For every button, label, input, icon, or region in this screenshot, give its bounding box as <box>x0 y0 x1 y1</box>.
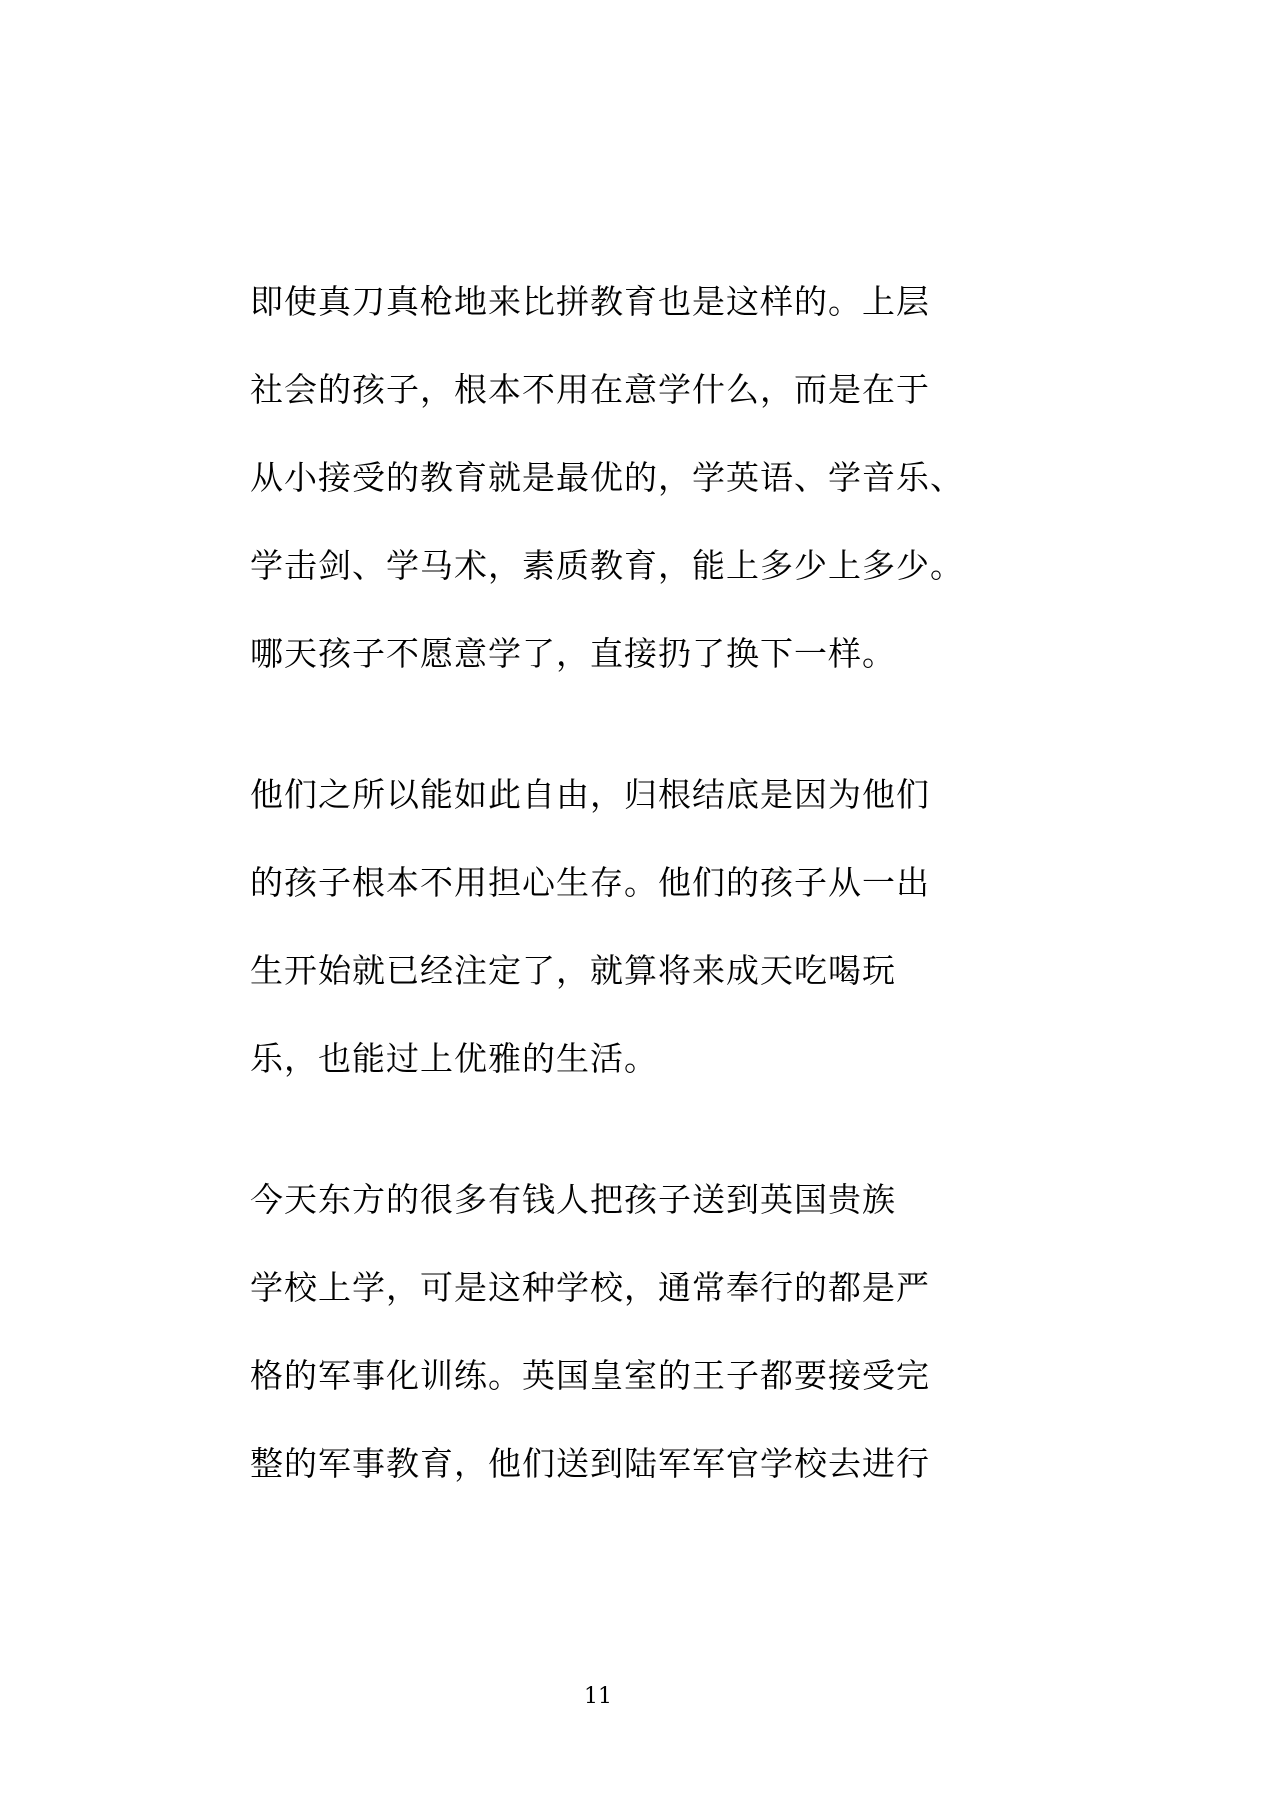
page-number: 11 <box>584 1684 612 1709</box>
paragraph-1-line-1: 即使真刀真枪地来比拼教育也是这样的。上层 <box>250 282 930 321</box>
paragraph-3-line-1: 今天东方的很多有钱人把孩子送到英国贵族 <box>250 1180 896 1219</box>
paragraph-2-line-1: 他们之所以能如此自由，归根结底是因为他们 <box>250 775 930 814</box>
paragraph-3-line-4: 整的军事教育，他们送到陆军军官学校去进行 <box>250 1444 930 1483</box>
paragraph-2-line-2: 的孩子根本不用担心生存。他们的孩子从一出 <box>250 863 930 902</box>
paragraph-1-line-4: 学击剑、学马术，素质教育，能上多少上多少。 <box>250 546 964 585</box>
paragraph-2-line-4: 乐，也能过上优雅的生活。 <box>250 1039 658 1078</box>
paragraph-2-line-3: 生开始就已经注定了，就算将来成天吃喝玩 <box>250 951 896 990</box>
paragraph-1-line-2: 社会的孩子，根本不用在意学什么，而是在于 <box>250 370 930 409</box>
paragraph-1-line-5: 哪天孩子不愿意学了，直接扔了换下一样。 <box>250 634 896 673</box>
paragraph-3-line-2: 学校上学，可是这种学校，通常奉行的都是严 <box>250 1268 930 1307</box>
paragraph-3-line-3: 格的军事化训练。英国皇室的王子都要接受完 <box>250 1356 930 1395</box>
paragraph-1-line-3: 从小接受的教育就是最优的，学英语、学音乐、 <box>250 458 964 497</box>
